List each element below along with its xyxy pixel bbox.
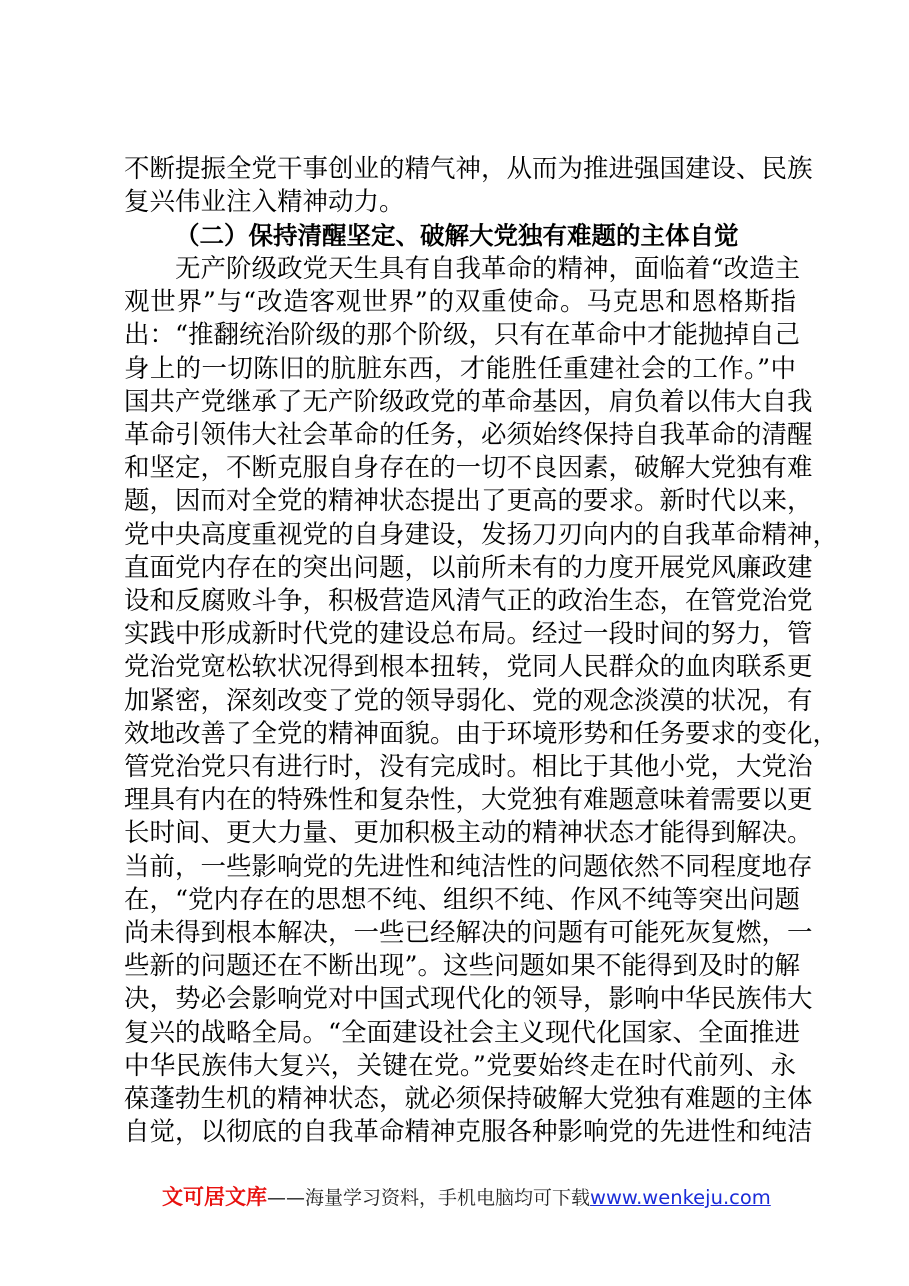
paragraph-line: 复兴的战略全局。“全面建设社会主义现代化国家、全面推进 xyxy=(124,1017,801,1048)
text-line: 不断提振全党干事创业的精气神，从而为推进强国建设、民族 xyxy=(124,154,813,184)
paragraph-line: 决，势必会影响党对中国式现代化的领导，影响中华民族伟大 xyxy=(124,984,813,1015)
paragraph-line: 题，因而对全党的精神状态提出了更高的要求。新时代以来， xyxy=(124,486,813,517)
paragraph-line: 党治党宽松软状况得到根本扭转，党同人民群众的血肉联系更 xyxy=(124,652,813,683)
paragraph-line: 革命引领伟大社会革命的任务，必须始终保持自我革命的清醒 xyxy=(124,420,813,450)
footer-tagline: 海量学习资料，手机电脑均可下载 xyxy=(305,1187,591,1209)
paragraph-line: 长时间、更大力量、更加积极主动的精神状态才能得到解决。 xyxy=(124,818,813,849)
paragraph-line: 葆蓬勃生机的精神状态，就必须保持破解大党独有难题的主体 xyxy=(124,1084,813,1114)
paragraph-line: 身上的一切陈旧的肮脏东西，才能胜任重建社会的工作。”中 xyxy=(124,353,796,384)
footer-link[interactable]: www.wenkeju.com xyxy=(590,1186,771,1209)
paragraph-line: 国共产党继承了无产阶级政党的革命基因，肩负着以伟大自我 xyxy=(124,386,813,417)
paragraph-line: 些新的问题还在不断出现”。这些问题如果不能得到及时的解 xyxy=(124,951,801,982)
paragraph-line: 效地改善了全党的精神面貌。由于环境形势和任务要求的变化， xyxy=(124,718,839,749)
footer-dash: —— xyxy=(267,1187,305,1209)
section-heading: （二）保持清醒坚定、破解大党独有难题的主体自觉 xyxy=(175,221,739,250)
paragraph-line: 设和反腐败斗争，积极营造风清气正的政治生态，在管党治党 xyxy=(124,586,813,616)
paragraph-line: 尚未得到根本解决，一些已经解决的问题有可能死灰复燃，一 xyxy=(124,918,813,948)
paragraph-line: 观世界”与“改造客观世界”的双重使命。马克思和恩格斯指 xyxy=(124,287,796,318)
paragraph-line: 党中央高度重视党的自身建设，发扬刀刃向内的自我革命精神， xyxy=(124,519,839,550)
paragraph-line: 加紧密，深刻改变了党的领导弱化、党的观念淡漠的状况，有 xyxy=(124,685,813,716)
footer-banner xyxy=(162,1180,782,1214)
paragraph-line: 自觉，以彻底的自我革命精神克服各种影响党的先进性和纯洁 xyxy=(124,1117,813,1148)
text-line: 复兴伟业注入精神动力。 xyxy=(124,187,405,217)
paragraph-line: 出：“推翻统治阶级的那个阶级，只有在革命中才能抛掉自己 xyxy=(124,320,801,351)
paragraph-line: 中华民族伟大复兴，关键在党。”党要始终走在时代前列、永 xyxy=(124,1050,796,1081)
paragraph-line: 在，“党内存在的思想不纯、组织不纯、作风不纯等突出问题 xyxy=(124,884,801,915)
paragraph-line: 管党治党只有进行时，没有完成时。相比于其他小党，大党治 xyxy=(124,752,813,782)
paragraph-line: 理具有内在的特殊性和复杂性，大党独有难题意味着需要以更 xyxy=(124,785,813,816)
paragraph-line: 当前，一些影响党的先进性和纯洁性的问题依然不同程度地存 xyxy=(124,851,813,882)
paragraph-line: 实践中形成新时代党的建设总布局。经过一段时间的努力，管 xyxy=(124,619,813,650)
paragraph-line: 和坚定，不断克服自身存在的一切不良因素，破解大党独有难 xyxy=(124,453,813,484)
footer-brand: 文可居文库 xyxy=(162,1185,267,1209)
paragraph-line: 直面党内存在的突出问题，以前所未有的力度开展党风廉政建 xyxy=(124,552,813,583)
paragraph-line: 无产阶级政党天生具有自我革命的精神，面临着“改造主 xyxy=(124,254,801,284)
